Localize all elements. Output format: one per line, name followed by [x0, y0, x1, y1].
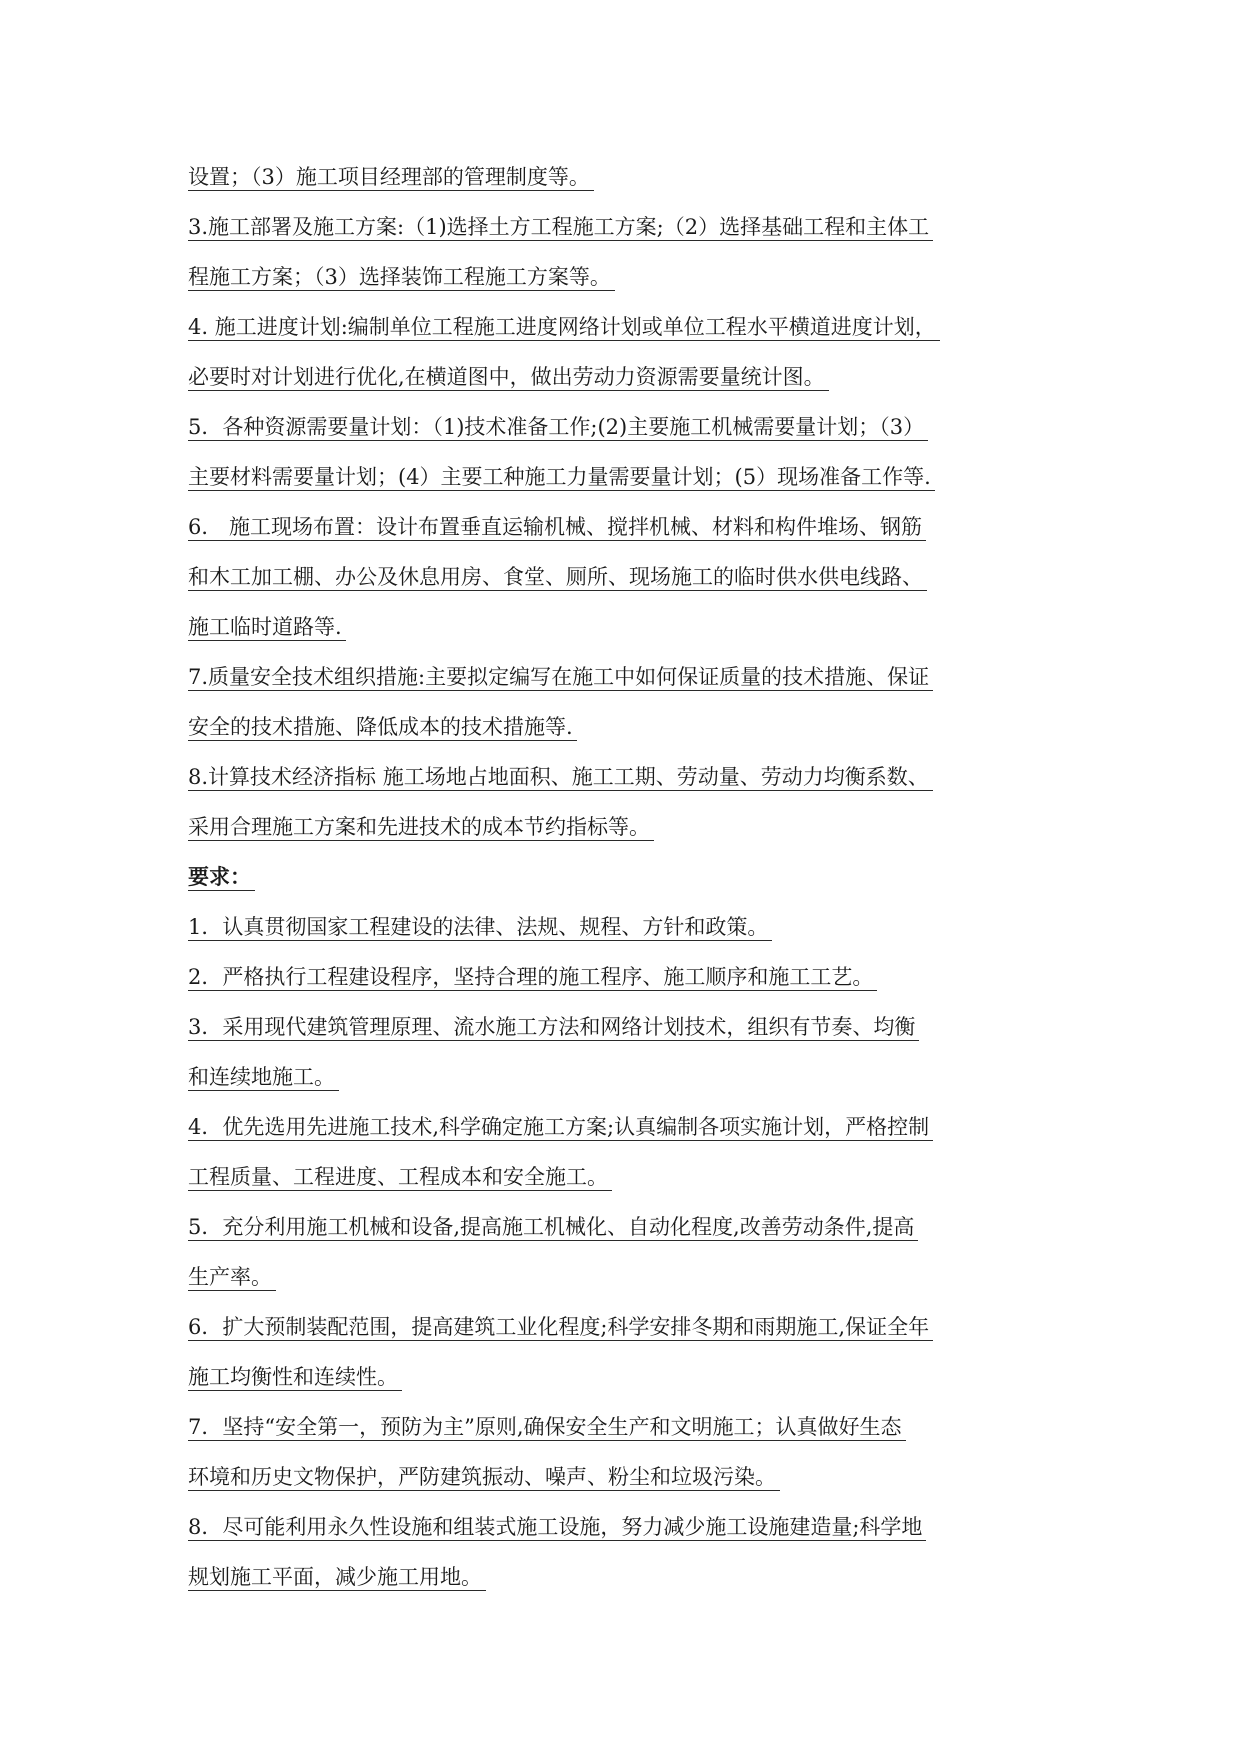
requirement-line — [188, 1152, 1068, 1202]
line-text: 6．扩大预制装配范围，提高建筑工业化程度;科学安排冬期和雨期施工,保证全年 — [188, 1314, 933, 1341]
text-line — [188, 752, 1068, 802]
line-text: 工程质量、工程进度、工程成本和安全施工。 — [188, 1164, 612, 1191]
line-text: 3.施工部署及施工方案:（1)选择土方工程施工方案;（2）选择基础工程和主体工 — [188, 214, 933, 241]
text-line — [188, 302, 1068, 352]
line-text: 7.质量安全技术组织措施:主要拟定编写在施工中如何保证质量的技术措施、保证 — [188, 664, 933, 691]
line-text: 6． 施工现场布置：设计布置垂直运输机械、搅拌机械、材料和构件堆场、钢筋 — [188, 514, 926, 541]
line-text: 必要时对计划进行优化,在横道图中，做出劳动力资源需要量统计图。 — [188, 364, 829, 391]
document-body — [188, 152, 1068, 1602]
line-text: 安全的技术措施、降低成本的技术措施等. — [188, 714, 577, 741]
line-text: 生产率。 — [188, 1264, 276, 1291]
requirement-line — [188, 1252, 1068, 1302]
text-line — [188, 652, 1068, 702]
text-line — [188, 202, 1068, 252]
line-text: 程施工方案；（3）选择装饰工程施工方案等。 — [188, 264, 615, 291]
line-text: 8．尽可能利用永久性设施和组装式施工设施，努力减少施工设施建造量;科学地 — [188, 1514, 926, 1541]
line-text: 和木工加工棚、办公及休息用房、食堂、厕所、现场施工的临时供水供电线路、 — [188, 564, 927, 591]
requirement-line — [188, 1302, 1068, 1352]
line-text: 施工均衡性和连续性。 — [188, 1364, 402, 1391]
line-text: 施工临时道路等. — [188, 614, 346, 641]
line-text: 4．优先选用先进施工技术,科学确定施工方案;认真编制各项实施计划，严格控制 — [188, 1114, 933, 1141]
line-text: 7．坚持“安全第一，预防为主”原则,确保安全生产和文明施工；认真做好生态 — [188, 1414, 906, 1441]
requirement-line — [188, 1202, 1068, 1252]
requirement-line — [188, 1552, 1068, 1602]
line-text: 规划施工平面，减少施工用地。 — [188, 1564, 486, 1591]
heading-text: 要求： — [188, 864, 255, 891]
text-line — [188, 802, 1068, 852]
requirement-line — [188, 902, 1068, 952]
text-line — [188, 602, 1068, 652]
text-line — [188, 452, 1068, 502]
text-line — [188, 702, 1068, 752]
text-line — [188, 152, 1068, 202]
line-text: 2．严格执行工程建设程序，坚持合理的施工程序、施工顺序和施工工艺。 — [188, 964, 877, 991]
requirement-line — [188, 1502, 1068, 1552]
text-line — [188, 402, 1068, 452]
requirement-line — [188, 1002, 1068, 1052]
line-text: 采用合理施工方案和先进技术的成本节约指标等。 — [188, 814, 654, 841]
requirement-line — [188, 1452, 1068, 1502]
line-text: 设置；（3）施工项目经理部的管理制度等。 — [188, 164, 594, 191]
requirement-line — [188, 1102, 1068, 1152]
line-text: 8.计算技术经济指标 施工场地占地面积、施工工期、劳动量、劳动力均衡系数、 — [188, 764, 933, 791]
text-line — [188, 352, 1068, 402]
requirement-line — [188, 1352, 1068, 1402]
requirement-line — [188, 1402, 1068, 1452]
line-text: 3．采用现代建筑管理原理、流水施工方法和网络计划技术，组织有节奏、均衡 — [188, 1014, 919, 1041]
text-line — [188, 552, 1068, 602]
line-text: 5．各种资源需要量计划：（1)技术准备工作;(2)主要施工机械需要量计划；（3） — [188, 414, 928, 441]
requirements-heading — [188, 852, 1068, 902]
line-text: 4. 施工进度计划:编制单位工程施工进度网络计划或单位工程水平横道进度计划， — [188, 314, 940, 341]
line-text: 和连续地施工。 — [188, 1064, 339, 1091]
text-line — [188, 252, 1068, 302]
text-line — [188, 502, 1068, 552]
line-text: 主要材料需要量计划；(4）主要工种施工力量需要量计划；(5）现场准备工作等. — [188, 464, 935, 491]
line-text: 1．认真贯彻国家工程建设的法律、法规、规程、方针和政策。 — [188, 914, 772, 941]
line-text: 环境和历史文物保护，严防建筑振动、噪声、粉尘和垃圾污染。 — [188, 1464, 780, 1491]
requirement-line — [188, 1052, 1068, 1102]
line-text: 5．充分利用施工机械和设备,提高施工机械化、自动化程度,改善劳动条件,提高 — [188, 1214, 918, 1241]
requirement-line — [188, 952, 1068, 1002]
